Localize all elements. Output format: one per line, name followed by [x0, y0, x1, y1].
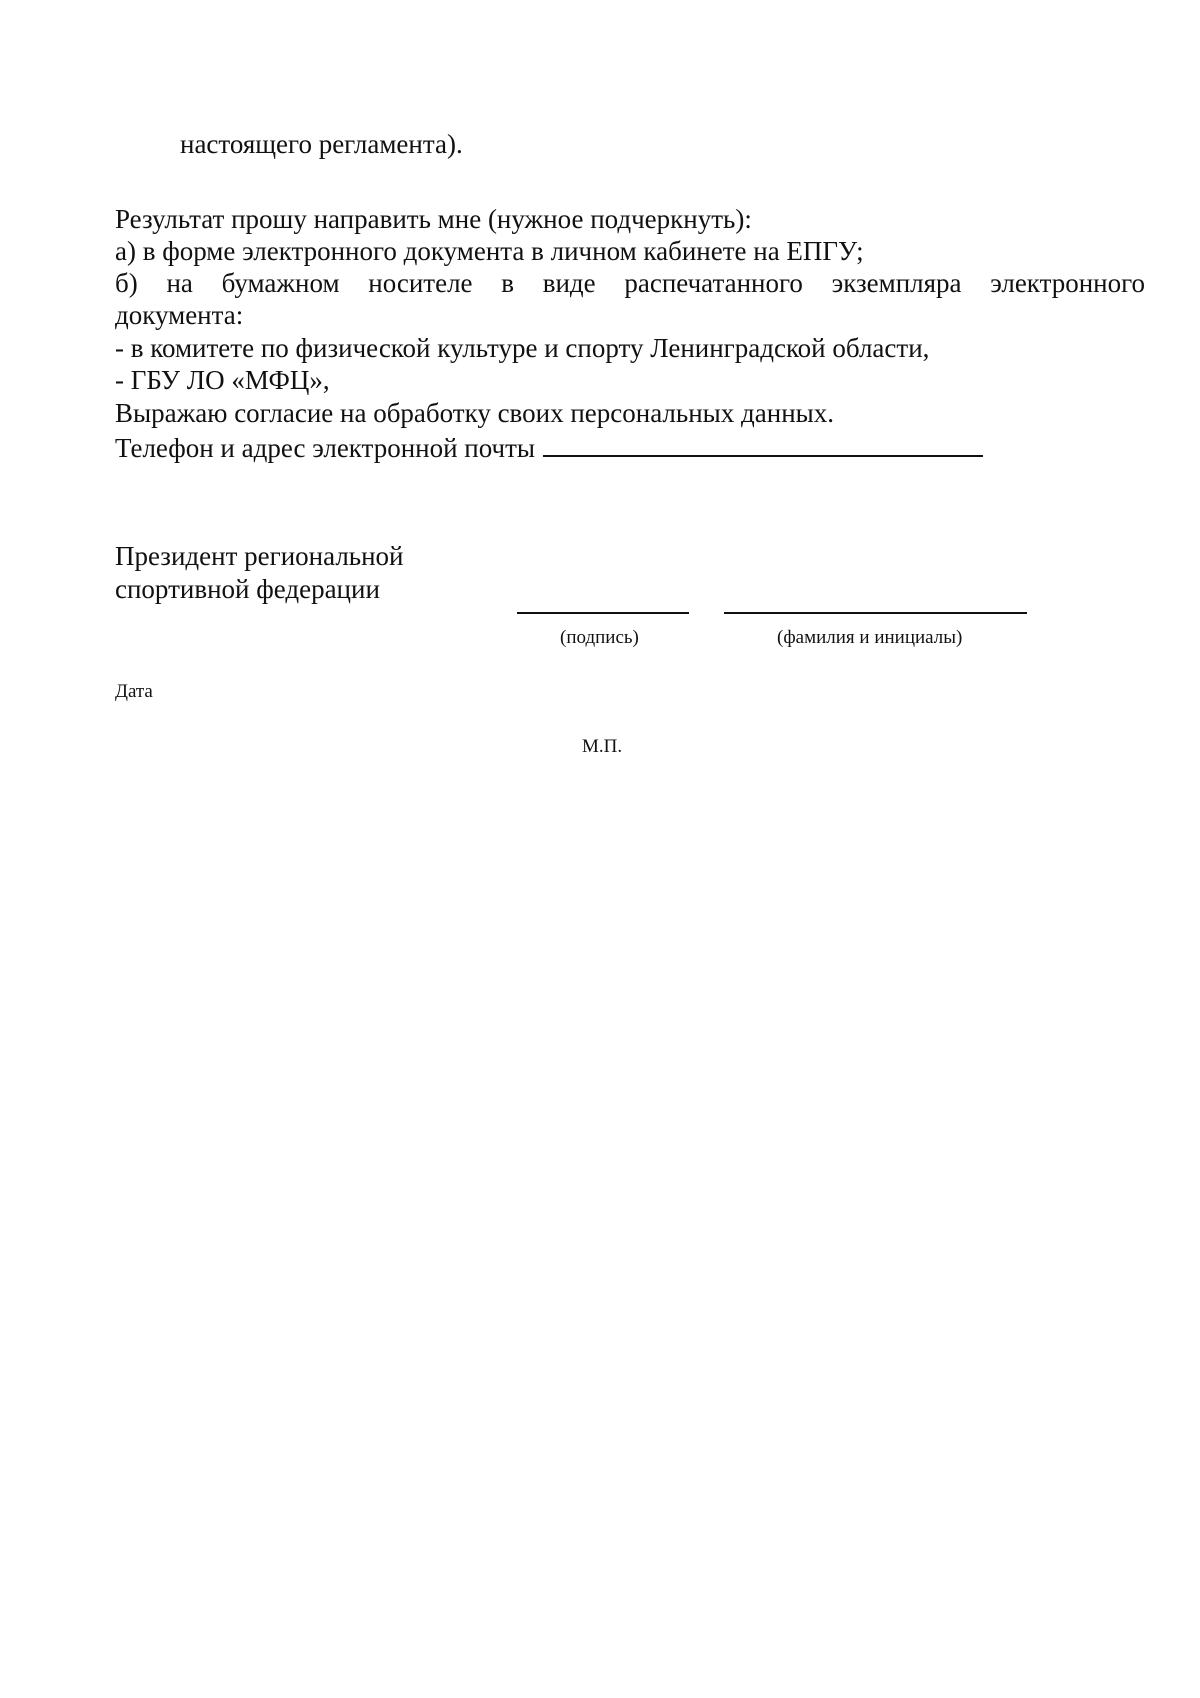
option-b-continuation: документа:: [115, 300, 244, 330]
option-b-word: на: [166, 268, 193, 298]
option-b-word: виде: [542, 268, 596, 298]
signature-caption: (подпись): [560, 627, 639, 648]
stamp-label: М.П.: [582, 736, 623, 757]
option-b-word: б): [115, 268, 138, 298]
signature-line[interactable]: [517, 612, 689, 614]
position-line-2: спортивной федерации: [115, 574, 380, 604]
place-committee-text: - в комитете по физической культуре и спорту Ленинградской области,: [115, 333, 930, 363]
place-mfc-text: - ГБУ ЛО «МФЦ»,: [115, 365, 330, 395]
name-caption: (фамилия и инициалы): [777, 627, 963, 648]
option-a-text: а) в форме электронного документа в личном кабинете на ЕПГУ;: [115, 236, 864, 266]
option-b-text: [115, 267, 1145, 299]
option-b-word: электронного: [990, 268, 1145, 298]
contact-input-line[interactable]: [543, 429, 983, 457]
option-b-word: в: [501, 268, 515, 298]
result-request-text: Результат прошу направить мне (нужное подчеркнуть):: [115, 204, 752, 234]
consent-text: Выражаю согласие на обработку своих персональных данных.: [115, 398, 835, 428]
option-b-word: распечатанного: [624, 268, 803, 298]
option-b-word: экземпляра: [831, 268, 962, 298]
name-line[interactable]: [724, 612, 1027, 614]
option-b-word: бумажном: [221, 268, 340, 298]
position-line-1: Президент региональной: [115, 541, 404, 571]
continuation-text: настоящего регламента).: [180, 129, 463, 159]
contact-row: [115, 429, 983, 464]
date-label: Дата: [115, 681, 153, 702]
contact-label: Телефон и адрес электронной почты: [115, 433, 536, 463]
option-b-word: носителе: [368, 268, 473, 298]
